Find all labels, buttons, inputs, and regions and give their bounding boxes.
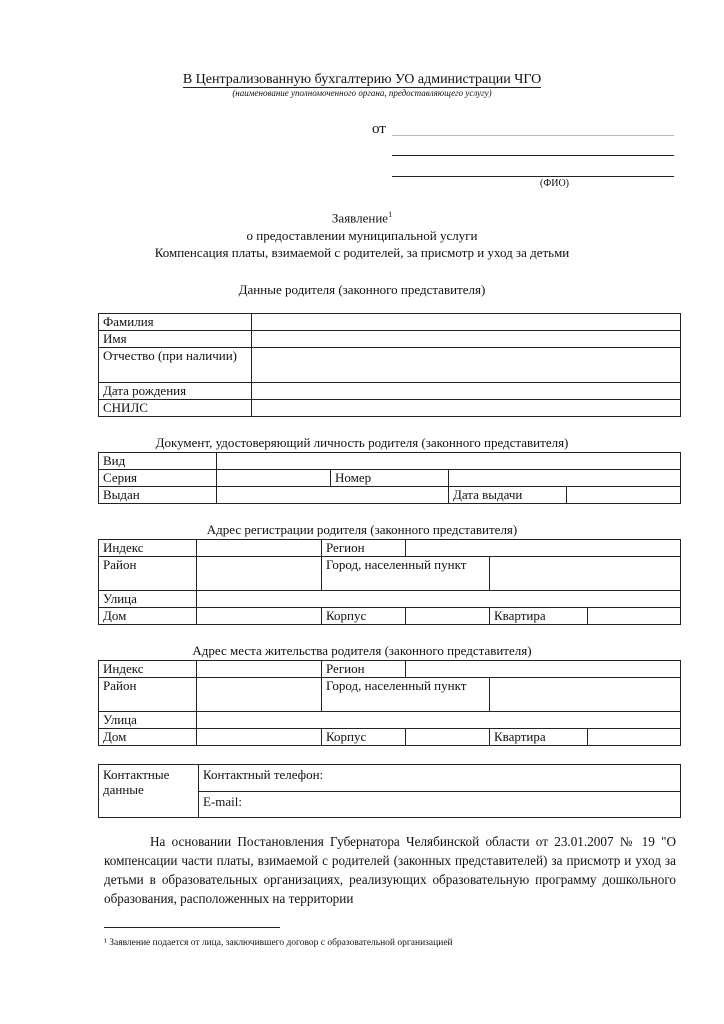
identity-doc-heading: Документ, удостоверяющий личность родителя (законного представителя) [155, 435, 569, 450]
reg-index-field[interactable] [197, 540, 322, 557]
parent-data-heading: Данные родителя (законного представителя) [238, 282, 486, 297]
registration-address-heading: Адрес регистрации родителя (законного представителя) [206, 522, 518, 537]
res-apartment-label: Квартира [490, 729, 588, 746]
phone-field[interactable]: Контактный телефон: [199, 765, 681, 792]
body-paragraph: На основании Постановления Губернатора Челябинской области от 23.01.2007 № 19 "О компенсации части платы, взимаемой с родителей (законных представителей) за присмотр и уход за детьми в образовательных организациях, реализующих образовательную программу дошкольного образования, расположенных на территории [104, 834, 676, 906]
res-district-field[interactable] [197, 678, 322, 712]
doc-series-label: Серия [99, 470, 217, 487]
snils-field[interactable] [252, 400, 681, 417]
row-label-snils: СНИЛС [99, 400, 252, 417]
res-building-field[interactable] [406, 729, 490, 746]
reg-apartment-label: Квартира [490, 608, 588, 625]
res-street-label: Улица [99, 712, 197, 729]
reg-house-field[interactable] [197, 608, 322, 625]
row-label-birthdate: Дата рождения [99, 383, 252, 400]
res-building-label: Корпус [322, 729, 406, 746]
fio-line-3[interactable] [392, 176, 674, 177]
parent-data-table [98, 313, 681, 417]
statement-subtitle-1: о предоставлении муниципальной услуги [246, 228, 478, 243]
row-label-lastname: Фамилия [99, 314, 252, 331]
reg-district-label: Район [99, 557, 197, 591]
res-city-label: Город, населенный пункт [322, 678, 490, 712]
addressee-title [0, 72, 724, 88]
res-apartment-field[interactable] [588, 729, 681, 746]
registration-address-table [98, 539, 681, 625]
reg-house-label: Дом [99, 608, 197, 625]
res-region-field[interactable] [406, 661, 681, 678]
res-street-field[interactable] [197, 712, 681, 729]
from-label: от [372, 121, 386, 137]
birthdate-field[interactable] [252, 383, 681, 400]
doc-issued-field[interactable] [217, 487, 449, 504]
doc-issue-date-label: Дата выдачи [449, 487, 567, 504]
reg-city-label: Город, населенный пункт [322, 557, 490, 591]
email-field[interactable]: E-mail: [199, 792, 681, 818]
doc-series-field[interactable] [217, 470, 331, 487]
contacts-table [98, 764, 681, 818]
statement-title [0, 210, 724, 226]
reg-apartment-field[interactable] [588, 608, 681, 625]
reg-street-field[interactable] [197, 591, 681, 608]
reg-street-label: Улица [99, 591, 197, 608]
doc-issue-date-field[interactable] [567, 487, 681, 504]
firstname-field[interactable] [252, 331, 681, 348]
identity-doc-table [98, 452, 681, 504]
res-house-label: Дом [99, 729, 197, 746]
doc-number-field[interactable] [449, 470, 681, 487]
footnote-text: ¹ Заявление подается от лица, заключившего договор с образовательной организацией [104, 938, 453, 948]
reg-building-field[interactable] [406, 608, 490, 625]
reg-city-field[interactable] [490, 557, 681, 591]
fio-caption: (ФИО) [540, 178, 570, 189]
lastname-field[interactable] [252, 314, 681, 331]
row-label-firstname: Имя [99, 331, 252, 348]
res-index-label: Индекс [99, 661, 197, 678]
doc-issued-label: Выдан [99, 487, 217, 504]
patronymic-field[interactable] [252, 348, 681, 383]
res-index-field[interactable] [197, 661, 322, 678]
res-city-field[interactable] [490, 678, 681, 712]
reg-region-field[interactable] [406, 540, 681, 557]
res-region-label: Регион [322, 661, 406, 678]
statement-title-text: Заявление [331, 210, 389, 226]
res-house-field[interactable] [197, 729, 322, 746]
fio-line-1[interactable] [392, 135, 674, 136]
residence-address-heading: Адрес места жительства родителя (законного представителя) [192, 643, 532, 658]
doc-type-field[interactable] [217, 453, 681, 470]
reg-building-label: Корпус [322, 608, 406, 625]
doc-number-label: Номер [331, 470, 449, 487]
statement-subtitle-2: Компенсация платы, взимаемой с родителей, за присмотр и уход за детьми [154, 245, 570, 260]
row-label-patronymic: Отчество (при наличии) [99, 348, 252, 383]
contacts-label: Контактные данные [99, 765, 199, 818]
res-district-label: Район [99, 678, 197, 712]
reg-index-label: Индекс [99, 540, 197, 557]
fio-line-2[interactable] [392, 155, 674, 156]
addressee-note: (наименование уполномоченного органа, предоставляющего услугу) [232, 88, 492, 98]
footnote-divider [104, 927, 280, 928]
residence-address-table [98, 660, 681, 746]
reg-district-field[interactable] [197, 557, 322, 591]
footnote-mark: 1 [388, 210, 393, 219]
addressee-text: В Централизованную бухгалтерию УО администрации ЧГО [182, 72, 542, 87]
reg-region-label: Регион [322, 540, 406, 557]
doc-type-label: Вид [99, 453, 217, 470]
